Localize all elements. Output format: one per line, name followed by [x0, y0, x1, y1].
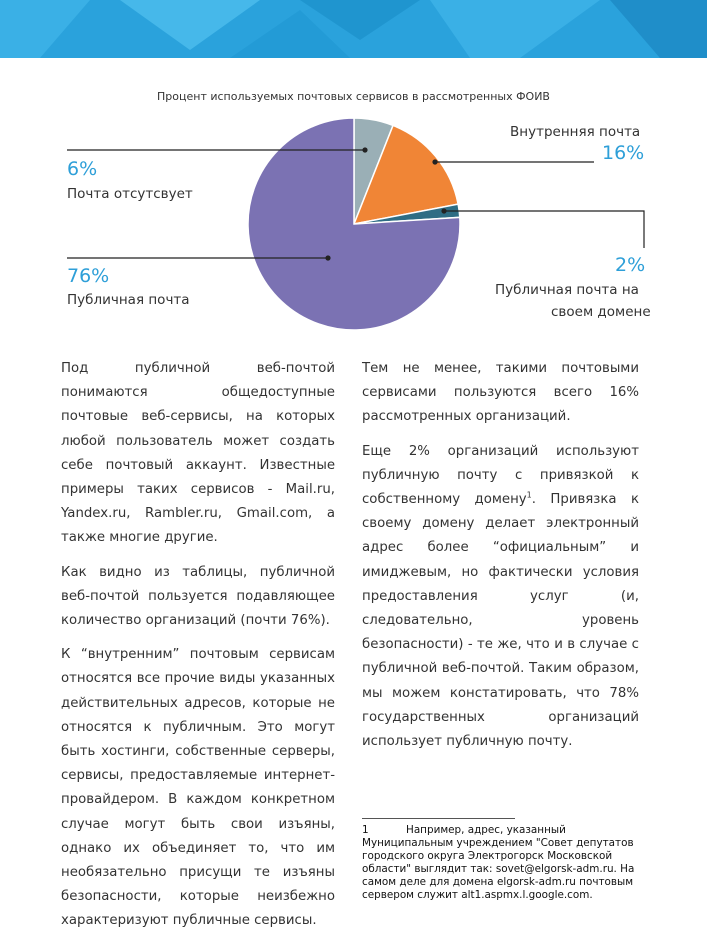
footnote-ref[interactable]: 1	[526, 490, 532, 500]
paragraph	[362, 440, 639, 755]
paragraph-text: Еще 2% организаций используют публичную почту с привязкой к собственному домену	[362, 443, 639, 508]
label-public-pct: 76%	[67, 265, 110, 287]
label-own-text-1: Публичная почта на	[495, 282, 639, 298]
label-own-pct: 2%	[615, 254, 646, 276]
label-none-pct: 6%	[67, 158, 98, 180]
footnote-text: Например, адрес, указанный Муниципальным учреждением "Совет депутатов городского округа Электрогорск Московской области" выглядит так: sovet@elgorsk-adm.ru. На самом деле для домена elgorsk-adm.ru почтовым сервером служит alt1.aspmx.l.google.com.	[362, 824, 635, 901]
paragraph-text: . Привязка к своему домену делает электронный адрес более “официальным” и имиджевым, но фактически условия предоставления услуг (и, следовательно, уровень безопасности) - те же, что и в случае с публичной веб-почтой. Таким образом, мы можем констатировать, что 78% государственных организаций использует публичную почту.	[362, 492, 639, 750]
paragraph: Как видно из таблицы, публичной веб-почтой пользуется подавляющее количество организаций (почти 76%).	[61, 564, 335, 629]
leader-own	[444, 211, 644, 248]
footnote-divider	[362, 818, 515, 819]
label-internal-pct: 16%	[602, 142, 645, 164]
leader-dot-internal	[432, 159, 437, 164]
leader-dot-public	[325, 255, 330, 260]
leader-dot-own	[441, 208, 446, 213]
label-own-text-2: своем домене	[551, 304, 651, 320]
label-public-text: Публичная почта	[67, 292, 190, 308]
paragraph: К “внутренним” почтовым сервисам относятся все прочие виды указанных действительных адресов, которые не относятся к публичным. Это могут быть хостинги, собственные серверы, сервисы, предоставляемые интернет-провайдером. В каждом конкретном случае могут быть свои изъяны, однако их объединяет то, что им необязательно присущи те изъяны безопасности, которые неизбежно характеризуют публичные сервисы.	[61, 647, 335, 929]
label-internal-text: Внутренняя почта	[510, 124, 641, 140]
label-none-text: Почта отсутсвует	[67, 186, 193, 202]
footnote	[362, 824, 647, 902]
chart-title: Процент используемых почтовых сервисов в рассмотренных ФОИВ	[157, 90, 550, 103]
body-column-right	[362, 357, 639, 764]
paragraph: Под публичной веб-почтой понимаются общедоступные почтовые веб-сервисы, на которых любой пользователь может создать себе почтовый аккаунт. Известные примеры таких сервисов - Mail.ru, Yandex.ru, Rambler.ru, Gmail.com, а также многие другие.	[61, 361, 335, 546]
leader-dot-none	[362, 147, 367, 152]
footnote-number: 1	[362, 824, 369, 836]
paragraph: Тем не менее, такими почтовыми сервисами пользуются всего 16% рассмотренных организаций.	[362, 361, 639, 425]
body-column-left	[61, 357, 335, 944]
